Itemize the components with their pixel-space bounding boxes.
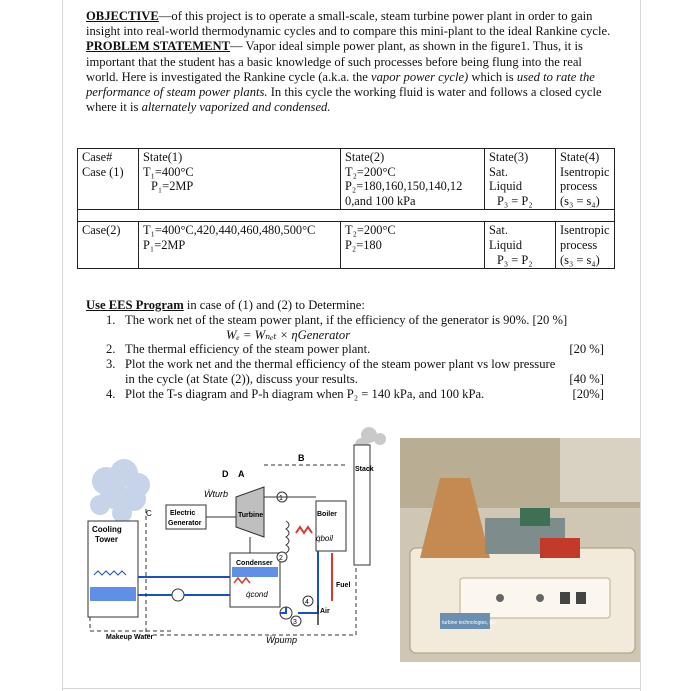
boiler-label: Boiler: [317, 511, 337, 518]
generator-unit: [520, 508, 550, 526]
case2-name: Case(2): [82, 223, 121, 238]
table-cell-text: process: [560, 179, 598, 194]
task-text: Plot the T-s diagram and P-h diagram when P₂ = 140 kPa, and 100 kPa.: [125, 386, 485, 401]
problem-text-2: which is: [468, 69, 517, 84]
problem-text-3: In this cycle the working fluid is water and follows a closed cycle where it is: [86, 85, 602, 115]
label-a: A: [238, 469, 245, 479]
table-cell-text: 0,and 100 kPa: [345, 193, 416, 208]
objective-paragraph: [86, 9, 616, 39]
header-state3: State(3): [489, 150, 529, 164]
label-b: B: [298, 453, 305, 463]
table-cell-text: P₂=180,160,150,140,12: [345, 179, 463, 194]
wturb-label: Ẇturb: [204, 489, 229, 499]
table-cell: [485, 210, 556, 222]
table-cell-text: Isentropic: [560, 223, 610, 238]
table-cell-text: Isentropic: [560, 164, 610, 179]
ees-heading-line: [86, 298, 616, 313]
table-cell-text: process: [560, 237, 598, 252]
flame-icon: [296, 527, 312, 533]
table-cell-text: P₂=180: [345, 237, 382, 252]
ees-title: Use EES Program: [86, 298, 184, 312]
list-item: [106, 342, 616, 357]
tower-label: Tower: [95, 535, 118, 544]
problem-italic-2: used to rate the performance of steam power plants.: [86, 69, 595, 100]
task-text: The thermal efficiency of the steam power plant.: [125, 342, 371, 357]
ees-section: [86, 298, 616, 402]
power-plant-diagram: [86, 425, 386, 657]
table-cell: [556, 222, 615, 269]
state-2-label: 2: [279, 555, 283, 562]
condenser-water: [232, 567, 278, 577]
table-cell: [341, 210, 485, 222]
table-cell-text: Liquid: [489, 179, 523, 194]
table-cell: [78, 210, 139, 222]
generator-label-1: Electric: [170, 510, 196, 517]
table-row: [78, 149, 615, 210]
table-cell: [556, 149, 615, 210]
task-number: 1.: [106, 312, 116, 327]
makeup-line: [90, 617, 172, 631]
table-cell: [556, 210, 615, 222]
problem-paragraph: [86, 39, 616, 115]
table-cell: [139, 149, 341, 210]
qcond-label: q̇cond: [246, 590, 268, 599]
problem-italic-1: vapor power cycle): [371, 69, 469, 84]
generator-formula: Wₑ = Wₙₑₜ × ηGenerator: [226, 327, 351, 342]
header-state2: State(2): [345, 150, 385, 164]
photo-panel: [560, 438, 640, 502]
table-cell: [341, 222, 485, 269]
header-case: Case#: [82, 150, 113, 164]
table-cell-text: P₁=2MP: [143, 237, 186, 252]
ees-intro: in case of (1) and (2) to Determine:: [183, 298, 365, 312]
page-bottom-line: [62, 688, 641, 689]
table-cell-text: T₂=200°C: [345, 223, 396, 238]
label-d: D: [222, 469, 229, 479]
gauge-icon: [536, 594, 544, 602]
control-panel: [460, 578, 610, 618]
table-cell-text: P₃ = P₂: [497, 252, 533, 267]
stack-label: Stack: [355, 466, 374, 473]
intro-text: [86, 9, 616, 115]
tower-water: [90, 587, 136, 601]
qboil-label: q̇boil: [316, 534, 333, 543]
cooling-pump: [172, 589, 184, 601]
table-spacer-row: [78, 210, 615, 222]
table-cell-text: P₃ = P₂: [497, 193, 533, 208]
table-cell-text: T₁=400°C,420,440,460,480,500°C: [143, 223, 316, 238]
case1-name: Case (1): [82, 164, 124, 179]
header-state1: State(1): [143, 150, 183, 164]
table-cell-text: (s₃ = s₄): [560, 193, 600, 208]
page-border-right: [640, 0, 641, 691]
table-cell: [485, 149, 556, 210]
turbine-label: Turbine: [238, 512, 264, 519]
table-row: [78, 222, 615, 269]
table-cell: [78, 149, 139, 210]
list-item: [106, 387, 616, 402]
stack: [354, 445, 370, 565]
states-table: [77, 148, 615, 269]
table-cell-text: Sat.: [489, 164, 508, 179]
piping: [138, 551, 318, 613]
boiler: [316, 501, 346, 551]
label-c: C: [146, 509, 152, 518]
list-item: [106, 313, 616, 328]
list-item: [106, 357, 616, 387]
mini-plant-photo: [400, 438, 640, 662]
table-cell: [485, 222, 556, 269]
header-state4: State(4): [560, 150, 600, 164]
makeup-label: Makeup Water: [106, 634, 154, 641]
objective-text: —of this project is to operate a small-scale, steam turbine power plant in order to gain insight into real-world thermodynamic cycles and to compare this mini-plant to the ideal Rankine cycle.: [86, 9, 611, 39]
piping-red: [540, 538, 580, 558]
switch-icon: [560, 592, 570, 604]
state-1-label: 1: [279, 495, 283, 502]
task-number: 4.: [106, 386, 116, 401]
brand-plate-text: turbine technologies, ltd.: [442, 620, 497, 626]
table-cell: [139, 210, 341, 222]
heat-exchanger-coil: [286, 521, 289, 553]
task-number: 2.: [106, 342, 116, 357]
cooling-tower-steam: [90, 459, 150, 523]
problem-heading: PROBLEM STATEMENT: [86, 39, 231, 54]
table-cell-text: (s₃ = s₄): [560, 252, 600, 267]
switch-icon: [576, 592, 586, 604]
table-cell-text: T₂=200°C: [345, 164, 396, 179]
air-label: Air: [320, 608, 330, 615]
fuel-label: Fuel: [336, 582, 351, 589]
gauge-icon: [496, 594, 504, 602]
task-text: Plot the work net and the thermal efficiency of the steam power plant vs low pressure in the cycle (at State (2)), discuss your results.: [125, 357, 556, 386]
table-cell: [78, 222, 139, 269]
table-cell-text: Sat.: [489, 223, 508, 238]
table-cell: [139, 222, 341, 269]
cooling-label: Cooling: [92, 525, 122, 534]
generator-label-2: Generator: [168, 520, 202, 527]
state-4-label: 4: [305, 599, 309, 606]
wpump-label: Ẇpump: [266, 635, 298, 645]
table-cell-text: Liquid: [489, 237, 523, 252]
problem-text-1: — Vapor ideal simple power plant, as shown in the figure1. Thus, it is important that the student has a basic knowledge of such processes before being flung into the real world. Here is investigated the Rankine cycle (a.k.a. the: [86, 39, 583, 84]
table-cell: [341, 149, 485, 210]
task-number: 3.: [106, 357, 116, 372]
objective-heading: OBJECTIVE: [86, 9, 159, 23]
task-text: The work net of the steam power plant, if the efficiency of the generator is 90%. [20 %]: [125, 312, 568, 327]
condenser-label: Condenser: [236, 560, 273, 567]
table-cell-text: T₁=400°C: [143, 164, 194, 179]
task-weight: [20 %]: [569, 342, 604, 357]
table-cell-text: P₁=2MP: [151, 179, 194, 194]
task-weight: [40 %]: [569, 371, 604, 386]
state-3-label: 3: [293, 619, 297, 626]
problem-italic-3: alternately vaporized and condensed.: [141, 100, 331, 115]
page-border-left: [62, 0, 63, 691]
task-weight: [20%]: [572, 386, 604, 401]
